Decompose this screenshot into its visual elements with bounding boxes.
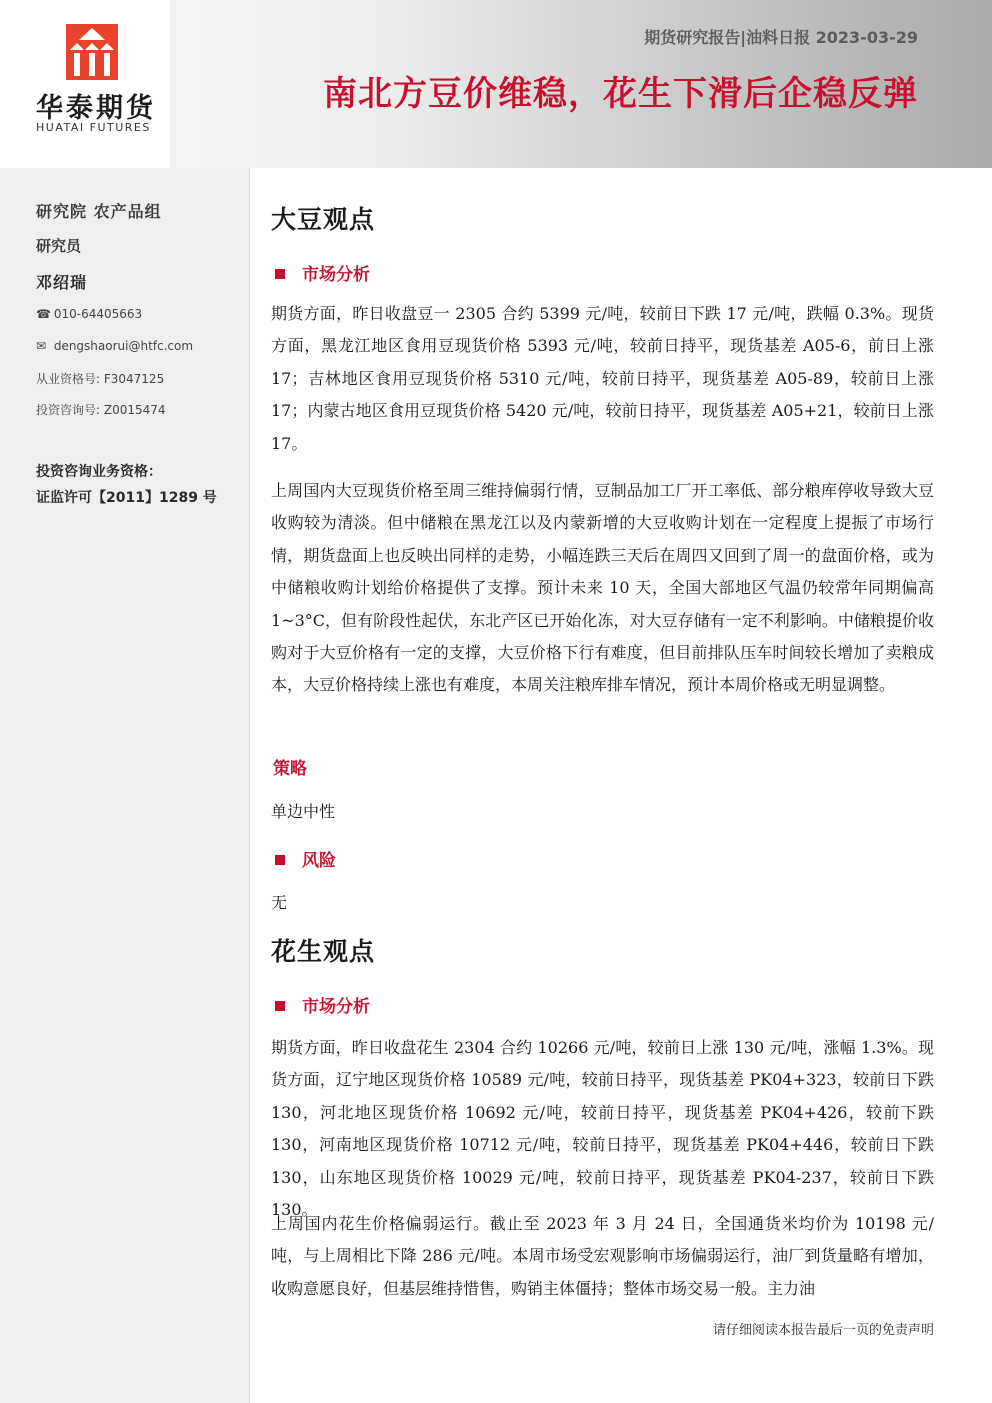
square-bullet-icon [275,269,285,279]
soybean-heading: 大豆观点 [271,205,376,234]
author-role: 研究员 [36,237,82,255]
department: 研究院 农产品组 [36,202,162,221]
soybean-strategy-label: 策略 [273,759,307,779]
huatai-logo-icon [66,24,118,80]
email-address[interactable]: dengshaorui@htfc.com [53,339,194,353]
mail-icon: ✉ [36,339,47,353]
soybean-risk-heading [275,846,336,871]
soybean-paragraph-1: 期货方面，昨日收盘豆一 2305 合约 5399 元/吨，较前日下跌 17 元/吨，跌幅 0.3%。现货方面，黑龙江地区食用豆现货价格 5393 元/吨，较前日持平，现货基差 A05-6，前日上涨 17；吉林地区食用豆现货价格 5310 元/吨，较前日持平，现货基差 A05-89，较前日上涨 17；内蒙古地区食用豆现货价格 5420 元/吨，较前日持平，现货基差 A05+21，较前日上涨 17。 [271,304,934,453]
email-row [36,339,193,353]
soybean-market-heading [275,260,370,285]
report-meta: 期货研究报告|油料日报 2023-03-29 [644,28,918,47]
qualification-number: 从业资格号: F3047125 [36,372,165,386]
soybean-risk: 无 [271,893,288,912]
license-label: 投资咨询业务资格： [36,464,162,480]
phone-row [36,307,142,321]
peanut-market-label: 市场分析 [302,997,370,1017]
report-title: 南北方豆价维稳，花生下滑后企稳反弹 [323,74,918,114]
logo [0,0,170,168]
peanut-paragraph-1: 期货方面，昨日收盘花生 2304 合约 10266 元/吨，较前日上涨 130 元/吨，涨幅 1.3%。现货方面，辽宁地区现货价格 10589 元/吨，较前日持平，现货基差 PK04+323，较前日下跌 130，河北地区现货价格 10692 元/吨，较前日持平，现货基差 PK04+426，较前下跌 130，河南地区现货价格 10712 元/吨，较前日持平，现货基差 PK04+446，较前日下跌 130，山东地区现货价格 10029 元/吨，较前日持平，现货基差 PK04-237，较前日下跌 130。 [271,1038,934,1220]
report-header [0,0,992,168]
consult-number: 投资咨询号: Z0015474 [36,403,166,417]
license-value: 证监许可【2011】1289 号 [36,490,217,506]
soybean-risk-label: 风险 [302,851,336,871]
phone-number: 010-64405663 [53,307,143,321]
logo-chinese-name: 华泰期货 [36,93,156,124]
phone-icon: ☎ [36,307,51,321]
peanut-paragraph-2: 上周国内花生价格偏弱运行。截止至 2023 年 3 月 24 日，全国通货米均价为 10198 元/吨，与上周相比下降 286 元/吨。本周市场受宏观影响市场偏弱运行，油厂到货量略有增加，收购意愿良好，但基层维持惜售，购销主体僵持；整体市场交易一般。主力油 [271,1214,934,1298]
author-sidebar [0,168,250,1403]
logo-english-name: HUATAI FUTURES [36,121,151,134]
soybean-paragraph-2: 上周国内大豆现货价格至周三维持偏弱行情，豆制品加工厂开工率低、部分粮库停收导致大豆收购较为清淡。但中储粮在黑龙江以及内蒙新增的大豆收购计划在一定程度上提振了市场行情，期货盘面上也反映出同样的走势，小幅连跌三天后在周四又回到了周一的盘面价格，或为中储粮收购计划给价格提供了支撑。预计未来 10 天，全国大部地区气温仍较常年同期偏高 1~3°C，但有阶段性起伏，东北产区已开始化冻，对大豆存储有一定不利影响。中储粮提价收购对于大豆价格有一定的支撑，大豆价格下行有难度，但目前排队压车时间较长增加了卖粮成本，大豆价格持续上涨也有难度，本周关注粮库排车情况，预计本周价格或无明显调整。 [271,481,934,695]
soybean-strategy: 单边中性 [271,802,336,821]
square-bullet-icon [275,1001,285,1011]
square-bullet-icon [275,855,285,865]
author-name: 邓绍瑞 [36,273,88,292]
disclaimer-note: 请仔细阅读本报告最后一页的免责声明 [712,1323,934,1338]
peanut-heading: 花生观点 [271,937,376,966]
soybean-market-label: 市场分析 [302,265,370,285]
peanut-market-heading [275,992,370,1017]
